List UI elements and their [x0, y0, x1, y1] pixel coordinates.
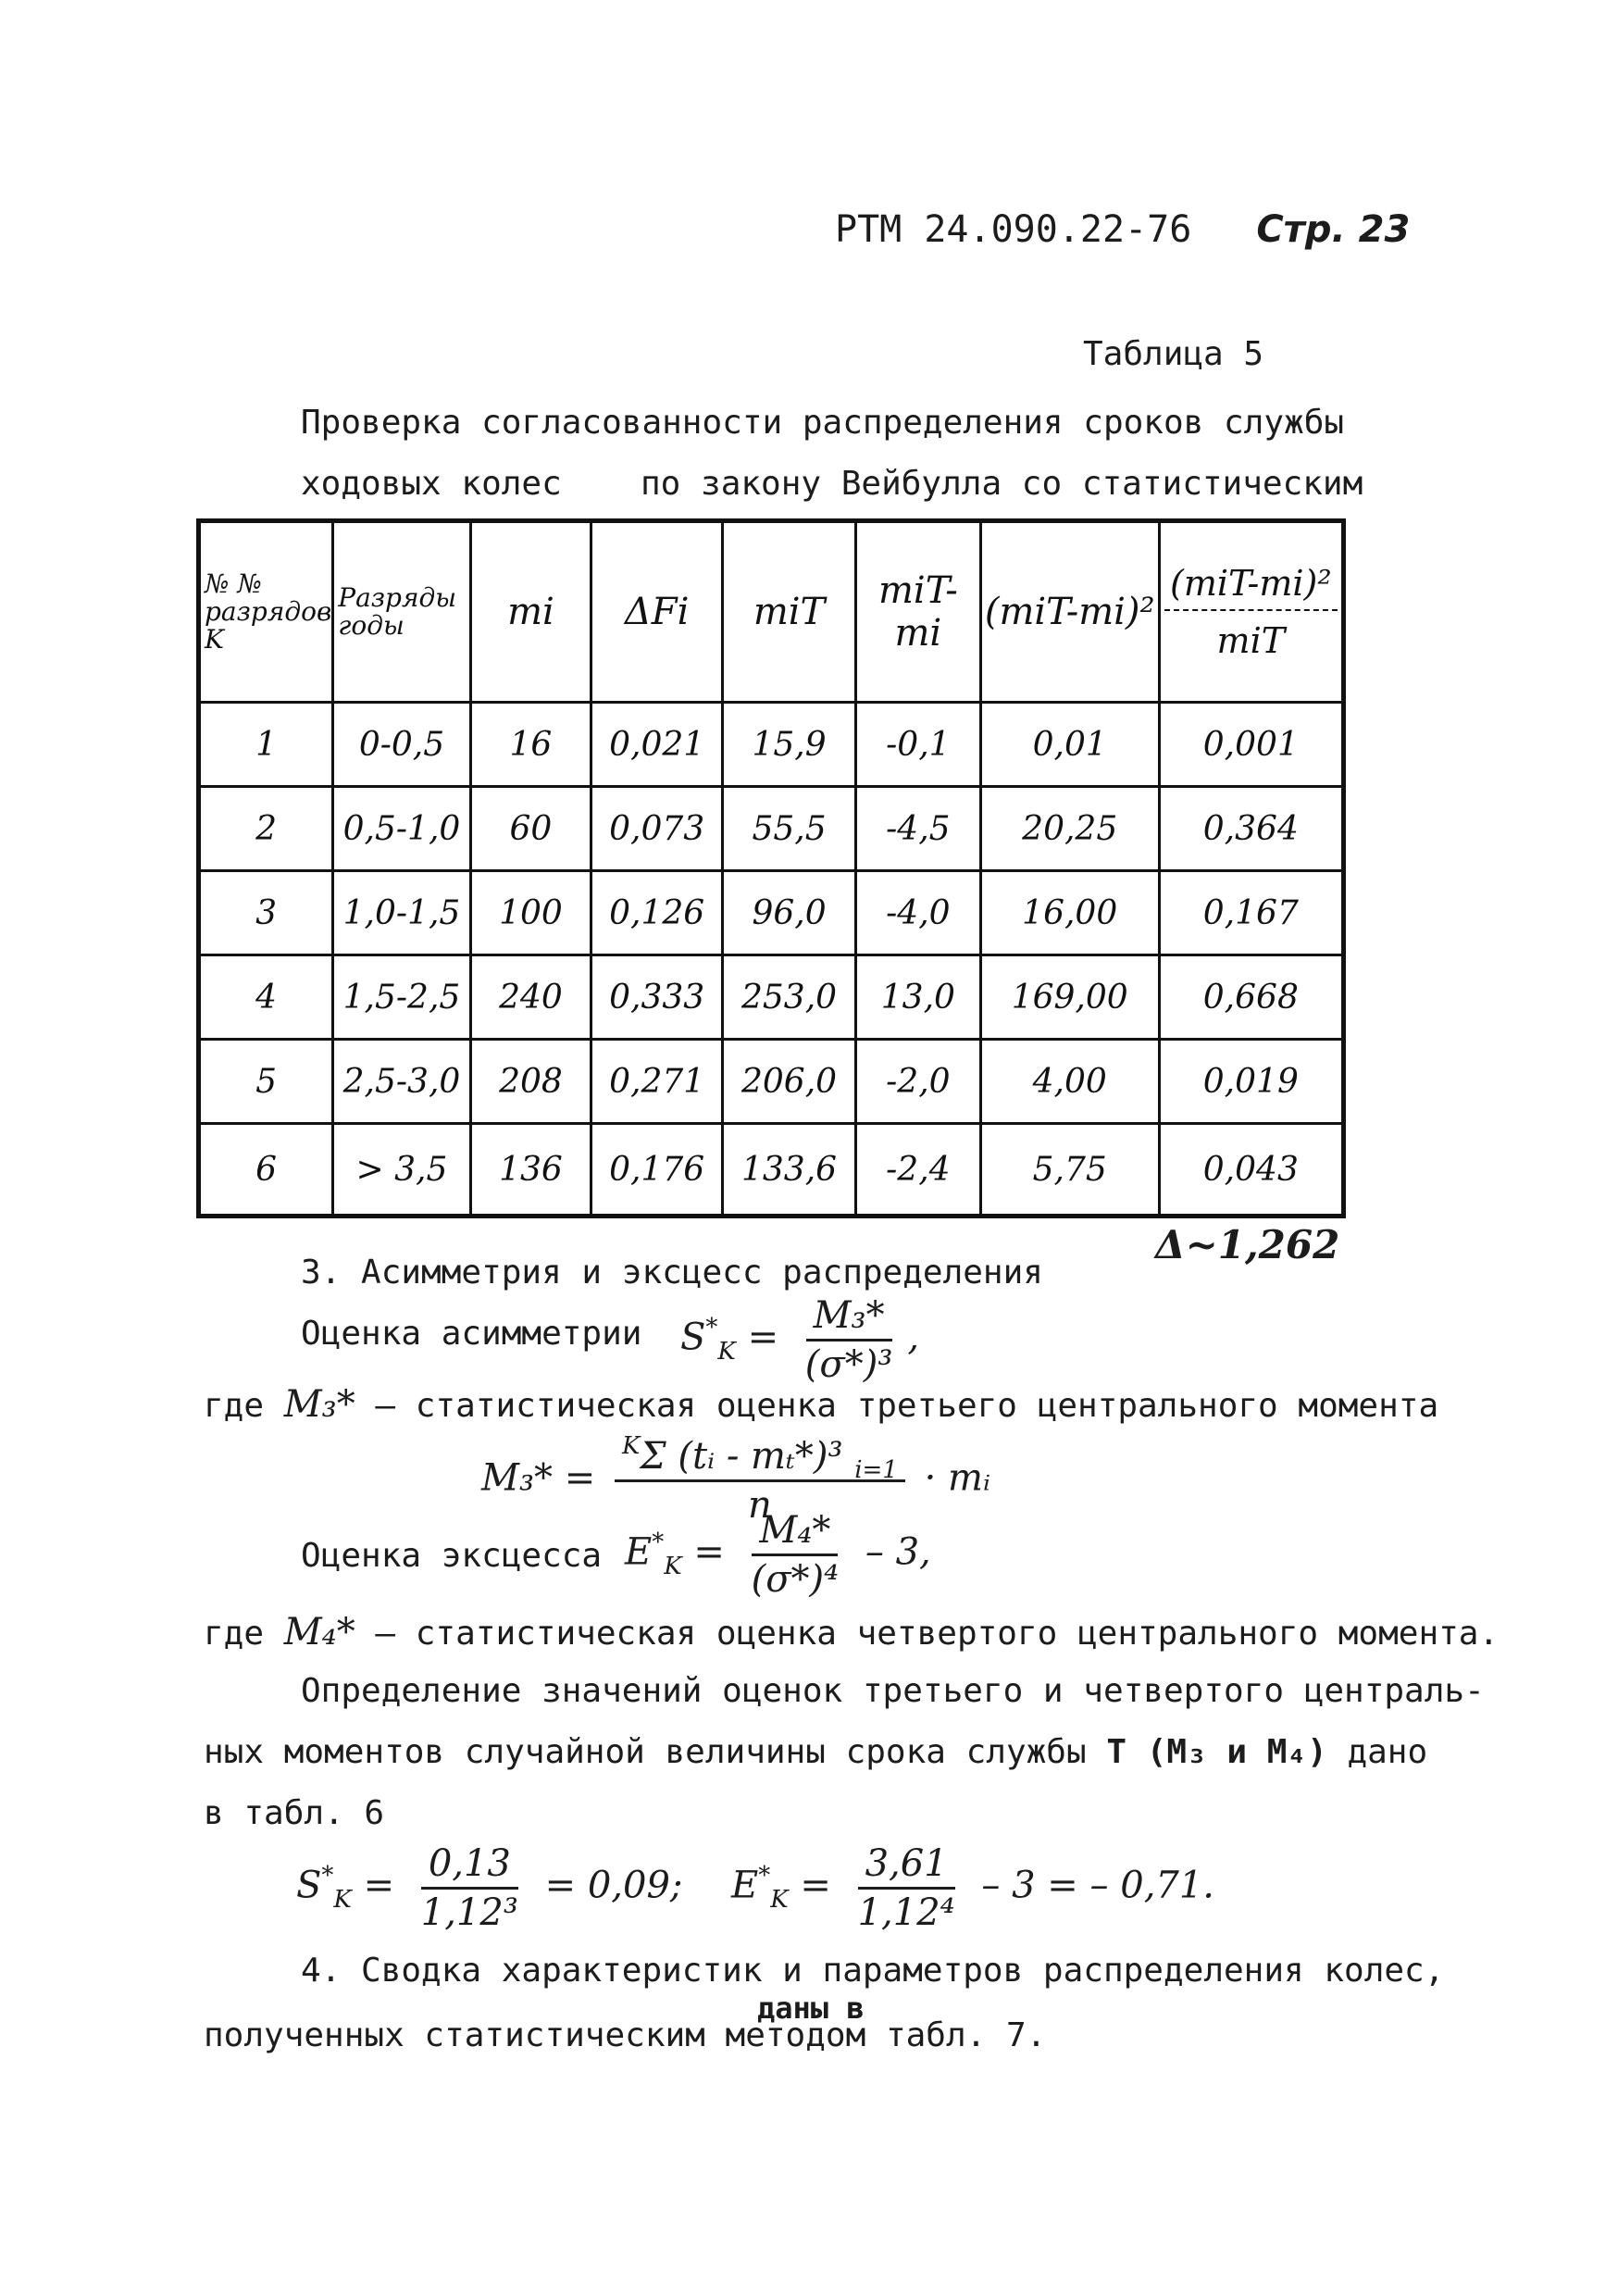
cell-range: 2,5-3,0: [333, 1040, 470, 1124]
cell-row-number: 6: [199, 1124, 333, 1217]
header-squared-difference: (miT-mi)²: [980, 521, 1159, 703]
table-header-row: [199, 521, 1344, 703]
cell-row-number: 2: [199, 787, 333, 871]
cell-row-number: 3: [199, 871, 333, 955]
section-4-insert: даны в: [757, 1990, 865, 2026]
kurtosis-calculation: [731, 1842, 1214, 1934]
cell-row-number: 1: [199, 703, 333, 787]
cell-chi-term: 0,364: [1159, 787, 1343, 871]
cell-squared-difference: 0,01: [980, 703, 1159, 787]
table-title-line-2b: по закону Вейбулла со статистическим: [641, 465, 1363, 503]
skewness-calculation: [296, 1842, 682, 1934]
excess-symbol-sup: *: [652, 1528, 665, 1556]
header-category-range: Разряды годы: [333, 521, 470, 703]
asymmetry-label: Оценка асимметрии: [301, 1315, 642, 1353]
kurtosis-denominator: 1,12⁴: [857, 1891, 955, 1934]
kurtosis-result: – 3 = – 0,71.: [981, 1864, 1215, 1907]
m4-symbol: M₄*: [283, 1611, 355, 1653]
cell-mit: 55,5: [723, 787, 856, 871]
cell-range: 0-0,5: [333, 703, 470, 787]
table-row: [199, 1040, 1344, 1124]
skewness-fraction: [414, 1842, 526, 1934]
m3-numerator: [615, 1432, 905, 1484]
paragraph-line-3: в табл. 6: [204, 1794, 385, 1832]
where-2-prefix: где: [204, 1615, 265, 1653]
equals-sign: =: [800, 1864, 831, 1907]
excess-fraction: [744, 1509, 847, 1601]
cell-range: 1,0-1,5: [333, 871, 470, 955]
cell-delta-fi: 0,333: [591, 955, 723, 1040]
header-category-number: № № разрядов K: [199, 521, 333, 703]
paragraph-symbol: T (M₃ и M₄): [1106, 1733, 1327, 1771]
equals-sign: =: [693, 1530, 725, 1574]
document-header: [835, 208, 1410, 251]
sum-upper-limit: K: [621, 1432, 641, 1460]
cell-mi: 240: [470, 955, 591, 1040]
m3-numerator-text: Σ (tᵢ - mₜ*)³: [640, 1435, 843, 1478]
header-mi: mi: [470, 521, 591, 703]
cell-range: 1,5-2,5: [333, 955, 470, 1040]
cell-delta-fi: 0,126: [591, 871, 723, 955]
table-caption: Таблица 5: [1083, 335, 1264, 373]
cell-mit: 206,0: [723, 1040, 856, 1124]
cell-squared-difference: 169,00: [980, 955, 1159, 1040]
table-title-line-1: Проверка согласованности распределения сроков службы: [301, 404, 1345, 442]
cell-delta-fi: 0,176: [591, 1124, 723, 1217]
excess-symbol: E: [625, 1530, 653, 1574]
cell-chi-term: 0,167: [1159, 871, 1343, 955]
cell-squared-difference: 4,00: [980, 1040, 1159, 1124]
page-number: Стр. 23: [1256, 208, 1411, 251]
cell-row-number: 5: [199, 1040, 333, 1124]
table-title-line-2a: ходовых колес: [301, 465, 562, 503]
paragraph-line-2: ных моментов случайной величины срока службы: [204, 1733, 1087, 1771]
chi-term-numerator: (miT-mi)²: [1164, 563, 1338, 611]
cell-row-number: 4: [199, 955, 333, 1040]
m3-formula-tail: · mᵢ: [924, 1456, 990, 1500]
where-1-prefix: где: [204, 1387, 265, 1425]
cell-difference: -2,0: [855, 1040, 980, 1124]
skewness-denominator: 1,12³: [420, 1891, 518, 1934]
cell-range: > 3,5: [333, 1124, 470, 1217]
document-id: РТМ 24.090.22-76: [835, 208, 1192, 251]
cell-squared-difference: 5,75: [980, 1124, 1159, 1217]
asymmetry-symbol: S: [680, 1316, 706, 1359]
section-4-line-2: полученных статистическим методом: [204, 2016, 866, 2054]
weibull-check-table: [196, 518, 1346, 1218]
cell-chi-term: 0,043: [1159, 1124, 1343, 1217]
equals-sign: =: [747, 1316, 779, 1359]
cell-difference: -0,1: [855, 703, 980, 787]
cell-delta-fi: 0,021: [591, 703, 723, 787]
cell-difference: -4,5: [855, 787, 980, 871]
header-chi-term: [1159, 521, 1343, 703]
kurtosis-symbol: E: [731, 1864, 759, 1907]
excess-tail: – 3,: [865, 1530, 931, 1574]
cell-delta-fi: 0,271: [591, 1040, 723, 1124]
table-total: Δ~1,262: [1155, 1222, 1340, 1267]
asymmetry-numerator: M₃*: [806, 1294, 892, 1341]
excess-denominator: (σ*)⁴: [751, 1558, 840, 1601]
equals-sign: =: [363, 1864, 395, 1907]
kurtosis-symbol-sup: *: [758, 1861, 771, 1890]
where-1-text: – статистическая оценка третьего центрального момента: [375, 1387, 1439, 1425]
asymmetry-tail: ,: [907, 1316, 920, 1359]
excess-symbol-sub: K: [664, 1552, 682, 1580]
cell-squared-difference: 20,25: [980, 787, 1159, 871]
skewness-numerator: 0,13: [421, 1842, 518, 1890]
cell-mi: 16: [470, 703, 591, 787]
m3-symbol: M₃*: [283, 1383, 355, 1426]
asymmetry-fraction: [798, 1294, 901, 1386]
section-4-line-2-tail: табл. 7.: [885, 2016, 1047, 2054]
cell-mi: 60: [470, 787, 591, 871]
cell-mit: 133,6: [723, 1124, 856, 1217]
excess-label: Оценка эксцесса: [301, 1537, 603, 1575]
paragraph-tail: дано: [1347, 1733, 1428, 1771]
cell-difference: -4,0: [855, 871, 980, 955]
kurtosis-fraction: [851, 1842, 963, 1934]
where-2-text: – статистическая оценка четвертого центрального момента.: [375, 1615, 1500, 1653]
paragraph-line-1: Определение значений оценок третьего и четвертого централь-: [301, 1672, 1485, 1710]
header-mit-minus-mi: miT-mi: [855, 521, 980, 703]
skewness-symbol: S: [296, 1864, 322, 1907]
asymmetry-symbol-sup: *: [705, 1313, 718, 1341]
chi-term-fraction: [1164, 563, 1338, 661]
cell-mi: 208: [470, 1040, 591, 1124]
table-row: [199, 955, 1344, 1040]
cell-mit: 15,9: [723, 703, 856, 787]
cell-delta-fi: 0,073: [591, 787, 723, 871]
cell-chi-term: 0,019: [1159, 1040, 1343, 1124]
cell-chi-term: 0,668: [1159, 955, 1343, 1040]
cell-difference: 13,0: [855, 955, 980, 1040]
skewness-result: = 0,09;: [544, 1864, 683, 1907]
cell-mi: 100: [470, 871, 591, 955]
table-row: [199, 871, 1344, 955]
asymmetry-denominator: (σ*)³: [804, 1343, 893, 1386]
chi-term-denominator: miT: [1216, 619, 1286, 661]
section-4-line-1: 4. Сводка характеристик и параметров распределения колес,: [301, 1952, 1445, 1990]
m3-formula-lhs: M₃* =: [481, 1456, 596, 1500]
kurtosis-symbol-sub: K: [770, 1885, 789, 1914]
skewness-symbol-sup: *: [321, 1861, 334, 1890]
m3-denominator: n: [748, 1484, 772, 1527]
cell-chi-term: 0,001: [1159, 703, 1343, 787]
cell-range: 0,5-1,0: [333, 787, 470, 871]
asymmetry-symbol-sub: K: [717, 1337, 736, 1366]
cell-squared-difference: 16,00: [980, 871, 1159, 955]
excess-numerator: M₄*: [752, 1509, 838, 1556]
header-mit: miT: [723, 521, 856, 703]
section-3-heading: 3. Асимметрия и эксцесс распределения: [301, 1254, 1043, 1292]
cell-mit: 253,0: [723, 955, 856, 1040]
table-body: [199, 703, 1344, 1217]
skewness-symbol-sub: K: [333, 1885, 352, 1914]
cell-difference: -2,4: [855, 1124, 980, 1217]
table-row: [199, 787, 1344, 871]
asymmetry-formula: [680, 1294, 919, 1386]
table-row: [199, 1124, 1344, 1217]
header-delta-fi: ΔFi: [591, 521, 723, 703]
excess-formula: [625, 1509, 931, 1601]
cell-mit: 96,0: [723, 871, 856, 955]
table-row: [199, 703, 1344, 787]
sum-lower-limit: i=1: [854, 1456, 898, 1484]
cell-mi: 136: [470, 1124, 591, 1217]
kurtosis-numerator: 3,61: [858, 1842, 955, 1890]
